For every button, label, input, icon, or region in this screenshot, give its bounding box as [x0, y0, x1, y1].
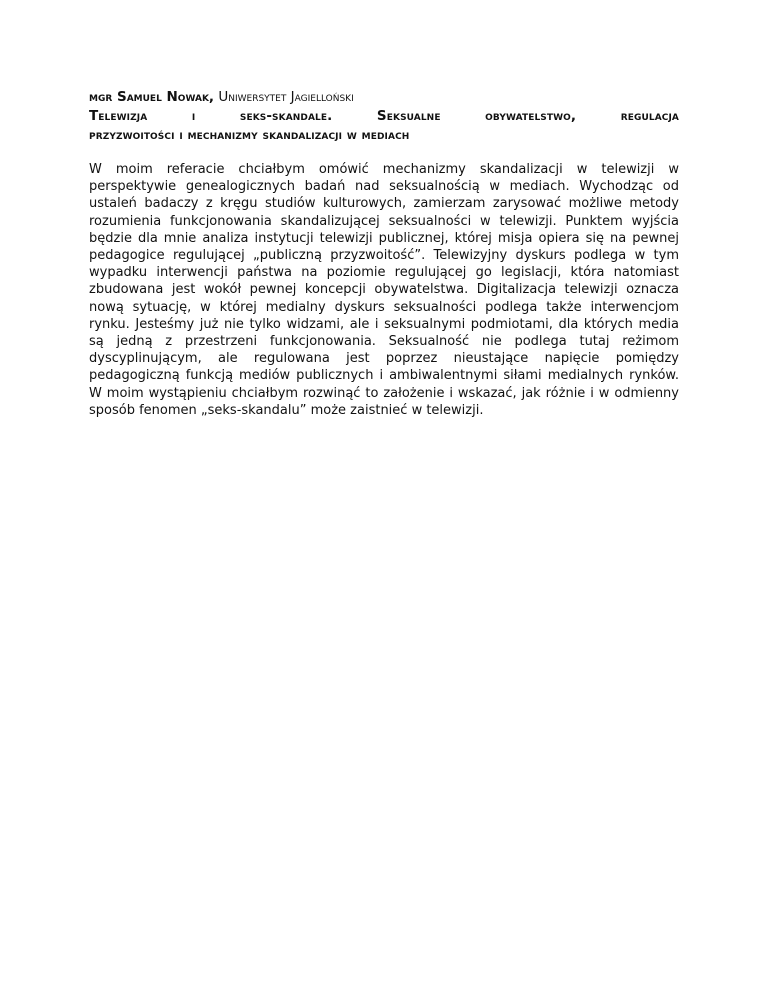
author-name: mgr Samuel Nowak, [89, 89, 215, 105]
paper-title-line-1: Telewizja i seks-skandale. Seksualne obywatelstwo, regulacja [89, 108, 679, 124]
author-affiliation: Uniwersytet Jagielloński [218, 89, 354, 105]
document-page [89, 88, 679, 432]
paper-title-line-2: przyzwoitości i mechanizmy skandalizacji w mediach [89, 127, 410, 143]
author-line [89, 88, 679, 107]
paper-title [89, 107, 679, 145]
abstract-paragraph: W moim referacie chciałbym omówić mechanizmy skandalizacji w telewizji w perspektywie genealogicznych badań nad seksualnością w mediach. Wychodząc od ustaleń badaczy z kręgu studiów kulturowych, zamierzam zarysować możliwe metody rozumienia funkcjonowania skandalizującej seksualności w telewizji. Punktem wyjścia będzie dla mnie analiza instytucji telewizji publicznej, której misja opiera się na pewnej pedagogice regulującej „publiczną przyzwoitość”. Telewizyjny dyskurs podlega w tym wypadku interwencji państwa na poziomie regulującej go legislacji, która natomiast zbudowana jest wokół pewnej koncepcji obywatelstwa. Digitalizacja telewizji oznacza nową sytuację, w której medialny dyskurs seksualności podlega także interwencjom rynku. Jesteśmy już nie tylko widzami, ale i seksualnymi podmiotami, dla których media są jedną z przestrzeni funkcjonowania. Seksualność nie podlega tutaj reżimom dyscyplinującym, ale regulowana jest poprzez nieustające napięcie pomiędzy pedagogiczną funkcją mediów publicznych i ambiwalentnymi siłami medialnych rynków. W moim wystąpieniu chciałbym rozwinąć to założenie i wskazać, jak różnie i w odmienny sposób fenomen „seks-skandalu” może zaistnieć w telewizji. [89, 162, 679, 418]
